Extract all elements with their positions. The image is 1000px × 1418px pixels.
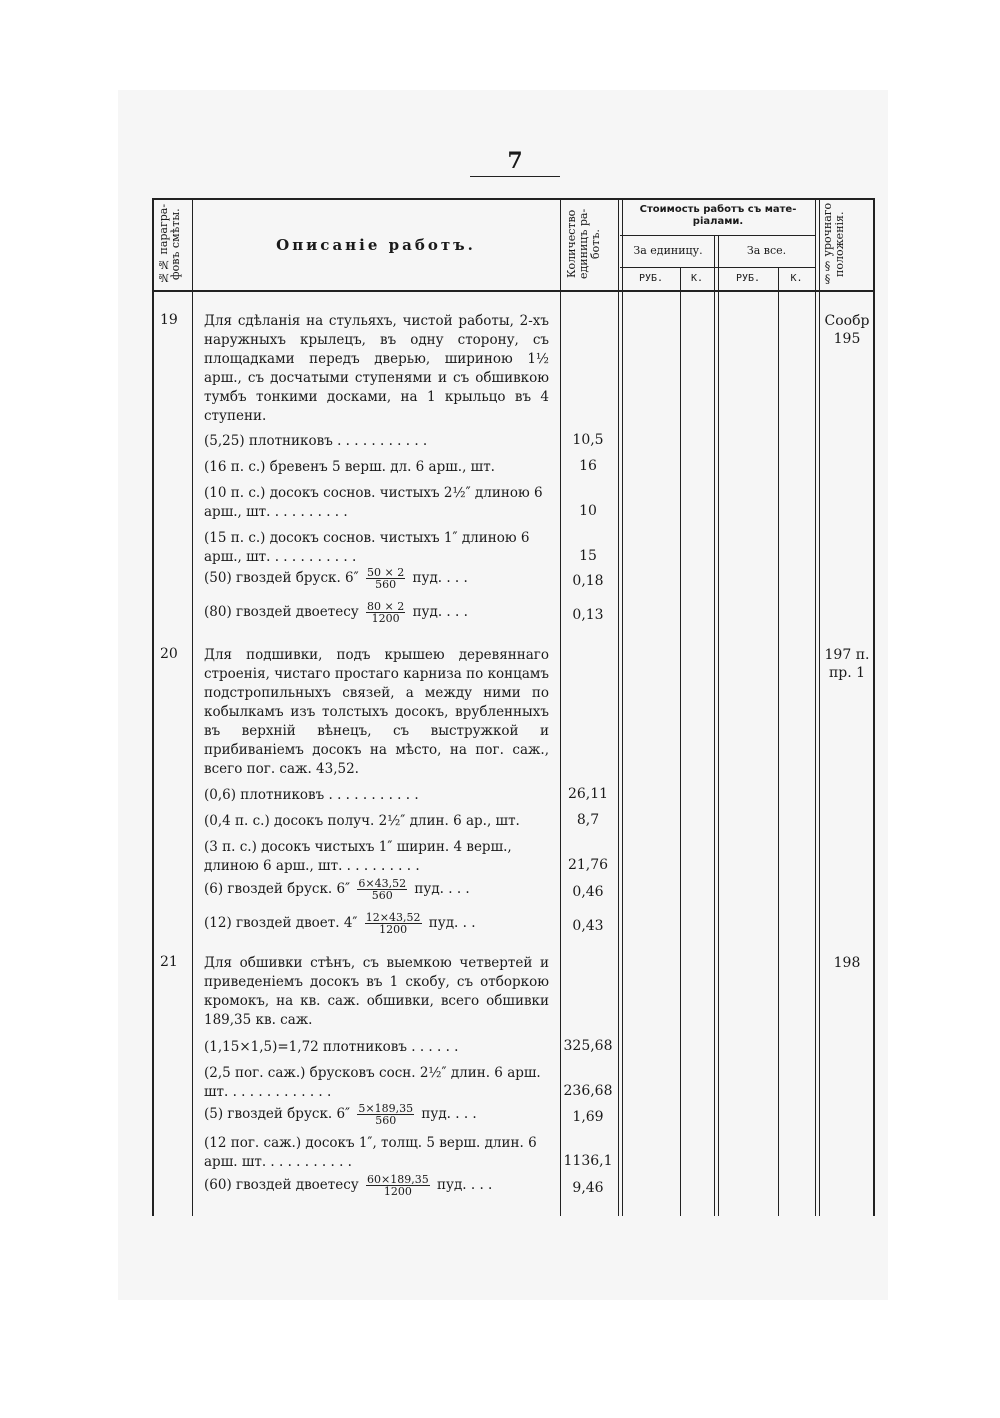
line-item: (3 п. с.) досокъ чистыхъ 1″ ширин. 4 верш., длиною 6 арш., шт. . . . . . . . . . — [204, 839, 512, 874]
line-qty: 0,43 — [572, 918, 604, 934]
fraction-numerator: 60×189,35 — [367, 1173, 429, 1186]
section-number: 20 — [160, 646, 178, 662]
section-ref: 198 — [833, 955, 861, 971]
fraction-numerator: 5×189,35 — [358, 1102, 414, 1115]
line-item: (5,25) плотниковъ . . . . . . . . . . . — [204, 433, 428, 449]
line-qty: 9,46 — [572, 1180, 604, 1196]
header-rub-total: РУБ. — [735, 273, 761, 284]
line-item: (1,15×1,5)=1,72 плотниковъ . . . . . . — [204, 1039, 459, 1055]
item-tail: пуд. . . . — [414, 881, 470, 897]
item-text: (12) гвоздей двоет. 4″ — [204, 915, 358, 931]
fraction — [357, 1103, 414, 1126]
line-item-fraction — [204, 601, 549, 624]
line-qty: 26,11 — [567, 786, 609, 802]
line-qty: 0,46 — [572, 884, 604, 900]
header-rub: РУБ. — [638, 273, 664, 284]
fraction-denominator: 560 — [371, 889, 393, 902]
item-tail: пуд. . . — [428, 915, 476, 931]
page-number: 7 — [507, 148, 523, 174]
line-qty: 236,68 — [563, 1083, 613, 1099]
fraction-denominator: 1200 — [371, 612, 400, 625]
header-bottom-rule — [152, 290, 875, 292]
header-per-unit: За единицу. — [633, 244, 703, 257]
fraction — [365, 912, 422, 935]
section-number: 21 — [160, 954, 178, 970]
line-qty: 21,76 — [567, 857, 609, 873]
line-qty: 10 — [579, 503, 597, 519]
line-qty: 10,5 — [572, 432, 604, 448]
section-description: Для обшивки стѣнъ, съ выемкою четвертей и приведеніемъ досокъ въ 1 скобу, съ отборкою кромокъ, на кв. саж. обшивки, всего обшивки 189,35 кв. саж. — [204, 955, 549, 1028]
qty-col-divider-double — [622, 198, 623, 1216]
qty-col-divider — [618, 198, 619, 1216]
section-ref: 197 п. пр. 1 — [824, 647, 870, 681]
estimate-table — [152, 198, 875, 1216]
section-ref: Сообр 195 — [824, 313, 870, 347]
unit-total-divider — [714, 235, 715, 1216]
cost-col-divider — [815, 198, 816, 1216]
line-item: (16 п. с.) бревенъ 5 верш. дл. 6 арш., шт. — [204, 459, 495, 475]
item-tail: пуд. . . . — [412, 570, 468, 586]
line-item: (15 п. с.) досокъ соснов. чистыхъ 1″ длиною 6 арш., шт. . . . . . . . . . . — [204, 530, 530, 565]
fraction-numerator: 50 × 2 — [366, 566, 405, 579]
line-qty: 15 — [579, 548, 597, 564]
fraction — [366, 601, 405, 624]
line-item: (10 п. с.) досокъ соснов. чистыхъ 2½″ длиною 6 арш., шт. . . . . . . . . . — [204, 485, 543, 520]
unit-total-divider-double — [718, 235, 719, 1216]
line-qty: 1136,1 — [563, 1153, 613, 1169]
fraction — [366, 567, 405, 590]
header-kop-total: К. — [790, 273, 803, 284]
table-right-border — [873, 198, 875, 1216]
header-cost: Стоимость работъ съ мате-ріалами. — [639, 204, 797, 227]
line-qty: 325,68 — [563, 1038, 613, 1054]
item-text: (60) гвоздей двоетесу — [204, 1177, 359, 1193]
header-total: За все. — [746, 244, 787, 257]
item-tail: пуд. . . . — [421, 1106, 477, 1122]
rub2-divider — [778, 267, 779, 1216]
fraction — [366, 1174, 430, 1197]
line-qty: 8,7 — [576, 812, 600, 828]
line-qty: 0,18 — [572, 573, 604, 589]
table-left-border — [152, 198, 154, 1216]
item-tail: пуд. . . . — [412, 604, 468, 620]
line-item: (2,5 пог. саж.) брусковъ сосн. 2½″ длин. 6 арш. шт. . . . . . . . . . . . . — [204, 1065, 541, 1100]
header-description: Описаніе работъ. — [276, 236, 476, 254]
line-item: (0,6) плотниковъ . . . . . . . . . . . — [204, 787, 419, 803]
line-item-fraction — [204, 567, 549, 590]
cost-col-divider-double — [819, 198, 820, 1216]
fraction-denominator: 1200 — [383, 1185, 412, 1198]
line-qty: 0,13 — [572, 607, 604, 623]
line-item: (0,4 п. с.) досокъ получ. 2½″ длин. 6 ар., шт. — [204, 813, 520, 829]
fraction-numerator: 12×43,52 — [365, 911, 421, 924]
line-item: (12 пог. саж.) досокъ 1″, толщ. 5 верш. длин. 6 арш. шт. . . . . . . . . . . — [204, 1135, 537, 1170]
line-item-fraction — [204, 878, 549, 901]
fraction-numerator: 6×43,52 — [358, 877, 407, 890]
line-item-fraction — [204, 1174, 549, 1197]
item-tail: пуд. . . . — [437, 1177, 493, 1193]
line-qty: 16 — [579, 458, 597, 474]
item-text: (80) гвоздей двоетесу — [204, 604, 359, 620]
desc-col-divider — [560, 198, 561, 1216]
rub1-divider — [680, 267, 681, 1216]
header-ref: §§ урочнаго положенія. — [821, 202, 846, 286]
item-text: (5) гвоздей бруск. 6″ — [204, 1106, 351, 1122]
section-description: Для подшивки, подъ крышею деревяннаго строенія, чистаго простаго карниза по концамъ подстропильныхъ связей, а между ними по кобылкамъ изъ толстыхъ досокъ, врубленныхъ въ верхній вѣнецъ, съ выстружкой и прибиваніемъ досокъ на мѣсто, на пог. саж., всего пог. саж. 43,52. — [204, 647, 549, 777]
item-text: (6) гвоздей бруск. 6″ — [204, 881, 351, 897]
fraction — [357, 878, 407, 901]
line-qty: 1,69 — [572, 1109, 604, 1125]
fraction-numerator: 80 × 2 — [367, 600, 405, 613]
fraction-denominator: 1200 — [379, 923, 408, 936]
section-number: 19 — [160, 312, 178, 328]
header-num: №№ парагра-фовъ смѣты. — [157, 203, 182, 285]
section-description: Для сдѣланія на стульяхъ, чистой работы, 2-хъ наружныхъ крылецъ, въ одну сторону, съ площадками передъ дверью, шириною 1½ арш., съ досчатыми ступенями и съ обшивкою тумбъ тонкими досками, на 1 крыльцо въ 4 ступени. — [204, 313, 549, 424]
line-item-fraction — [204, 1103, 549, 1126]
item-text: (50) гвоздей бруск. 6″ — [204, 570, 359, 586]
table-top-rule — [152, 198, 875, 200]
line-item-fraction — [204, 912, 549, 935]
fraction-denominator: 560 — [375, 1114, 397, 1127]
page-number-rule — [470, 176, 560, 177]
fraction-denominator: 560 — [375, 578, 397, 591]
header-qty: Количество единицъ ра-ботъ. — [565, 208, 602, 280]
header-kop: К. — [690, 273, 704, 284]
num-col-divider — [192, 198, 193, 1216]
